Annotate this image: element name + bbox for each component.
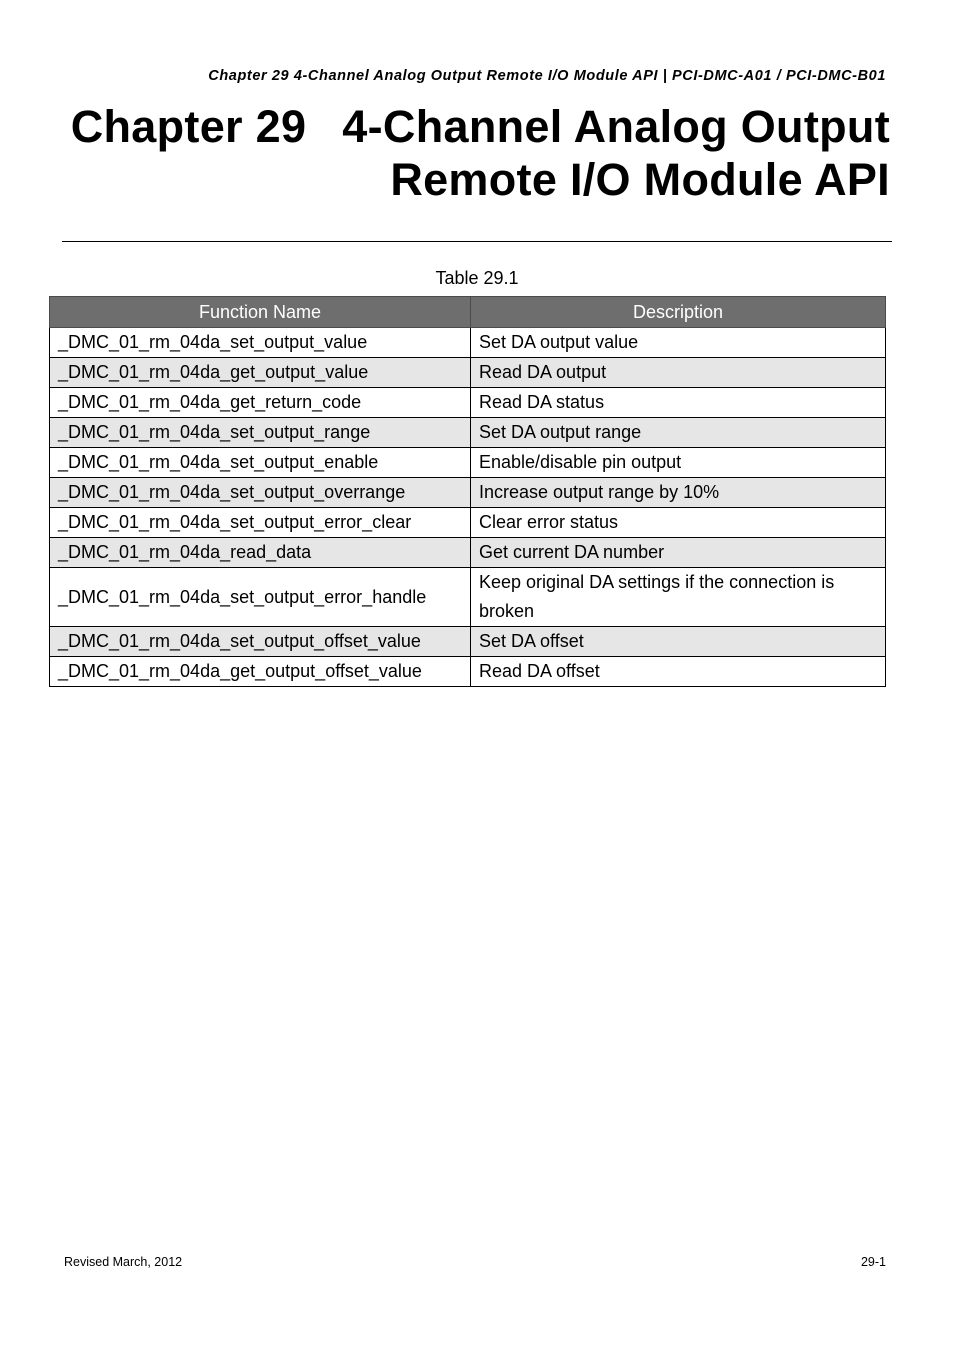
function-name-cell: _DMC_01_rm_04da_set_output_overrange bbox=[50, 478, 471, 508]
table-row bbox=[50, 478, 886, 508]
table-row bbox=[50, 418, 886, 448]
column-header-function-name: Function Name bbox=[50, 297, 471, 328]
description-cell: Enable/disable pin output bbox=[471, 448, 886, 478]
table-row bbox=[50, 388, 886, 418]
function-name-cell: _DMC_01_rm_04da_set_output_offset_value bbox=[50, 627, 471, 657]
table-row bbox=[50, 448, 886, 478]
function-name-cell: _DMC_01_rm_04da_get_output_offset_value bbox=[50, 657, 471, 687]
description-cell: Increase output range by 10% bbox=[471, 478, 886, 508]
chapter-title bbox=[50, 100, 890, 206]
description-cell: Get current DA number bbox=[471, 538, 886, 568]
title-divider bbox=[62, 241, 892, 242]
running-header: Chapter 29 4-Channel Analog Output Remote I/O Module API | PCI-DMC-A01 / PCI-DMC-B01 bbox=[208, 68, 886, 84]
table-row bbox=[50, 657, 886, 687]
table-row bbox=[50, 328, 886, 358]
description-cell: Set DA offset bbox=[471, 627, 886, 657]
description-cell: Set DA output range bbox=[471, 418, 886, 448]
chapter-title-line-1 bbox=[50, 100, 890, 153]
table-header-row bbox=[50, 297, 886, 328]
chapter-number: Chapter 29 bbox=[70, 101, 307, 152]
function-name-cell: _DMC_01_rm_04da_get_output_value bbox=[50, 358, 471, 388]
description-cell: Set DA output value bbox=[471, 328, 886, 358]
table-row bbox=[50, 538, 886, 568]
table-row bbox=[50, 508, 886, 538]
revision-date: Revised March, 2012 bbox=[64, 1255, 183, 1269]
table-row bbox=[50, 358, 886, 388]
description-cell: Clear error status bbox=[471, 508, 886, 538]
chapter-title-text-1: 4-Channel Analog Output bbox=[342, 101, 890, 152]
description-cell: Read DA offset bbox=[471, 657, 886, 687]
function-name-cell: _DMC_01_rm_04da_set_output_enable bbox=[50, 448, 471, 478]
description-cell: Keep original DA settings if the connection is broken bbox=[471, 568, 886, 627]
table-caption: Table 29.1 bbox=[435, 268, 519, 288]
function-table bbox=[49, 296, 886, 687]
description-cell: Read DA status bbox=[471, 388, 886, 418]
function-name-cell: _DMC_01_rm_04da_read_data bbox=[50, 538, 471, 568]
function-name-cell: _DMC_01_rm_04da_set_output_value bbox=[50, 328, 471, 358]
description-cell: Read DA output bbox=[471, 358, 886, 388]
column-header-description: Description bbox=[471, 297, 886, 328]
table-row bbox=[50, 568, 886, 627]
function-name-cell: _DMC_01_rm_04da_set_output_range bbox=[50, 418, 471, 448]
page-number: 29-1 bbox=[860, 1255, 886, 1269]
table-row bbox=[50, 627, 886, 657]
chapter-title-line-2: Remote I/O Module API bbox=[390, 154, 890, 205]
function-name-cell: _DMC_01_rm_04da_set_output_error_handle bbox=[50, 568, 471, 627]
function-name-cell: _DMC_01_rm_04da_set_output_error_clear bbox=[50, 508, 471, 538]
function-name-cell: _DMC_01_rm_04da_get_return_code bbox=[50, 388, 471, 418]
